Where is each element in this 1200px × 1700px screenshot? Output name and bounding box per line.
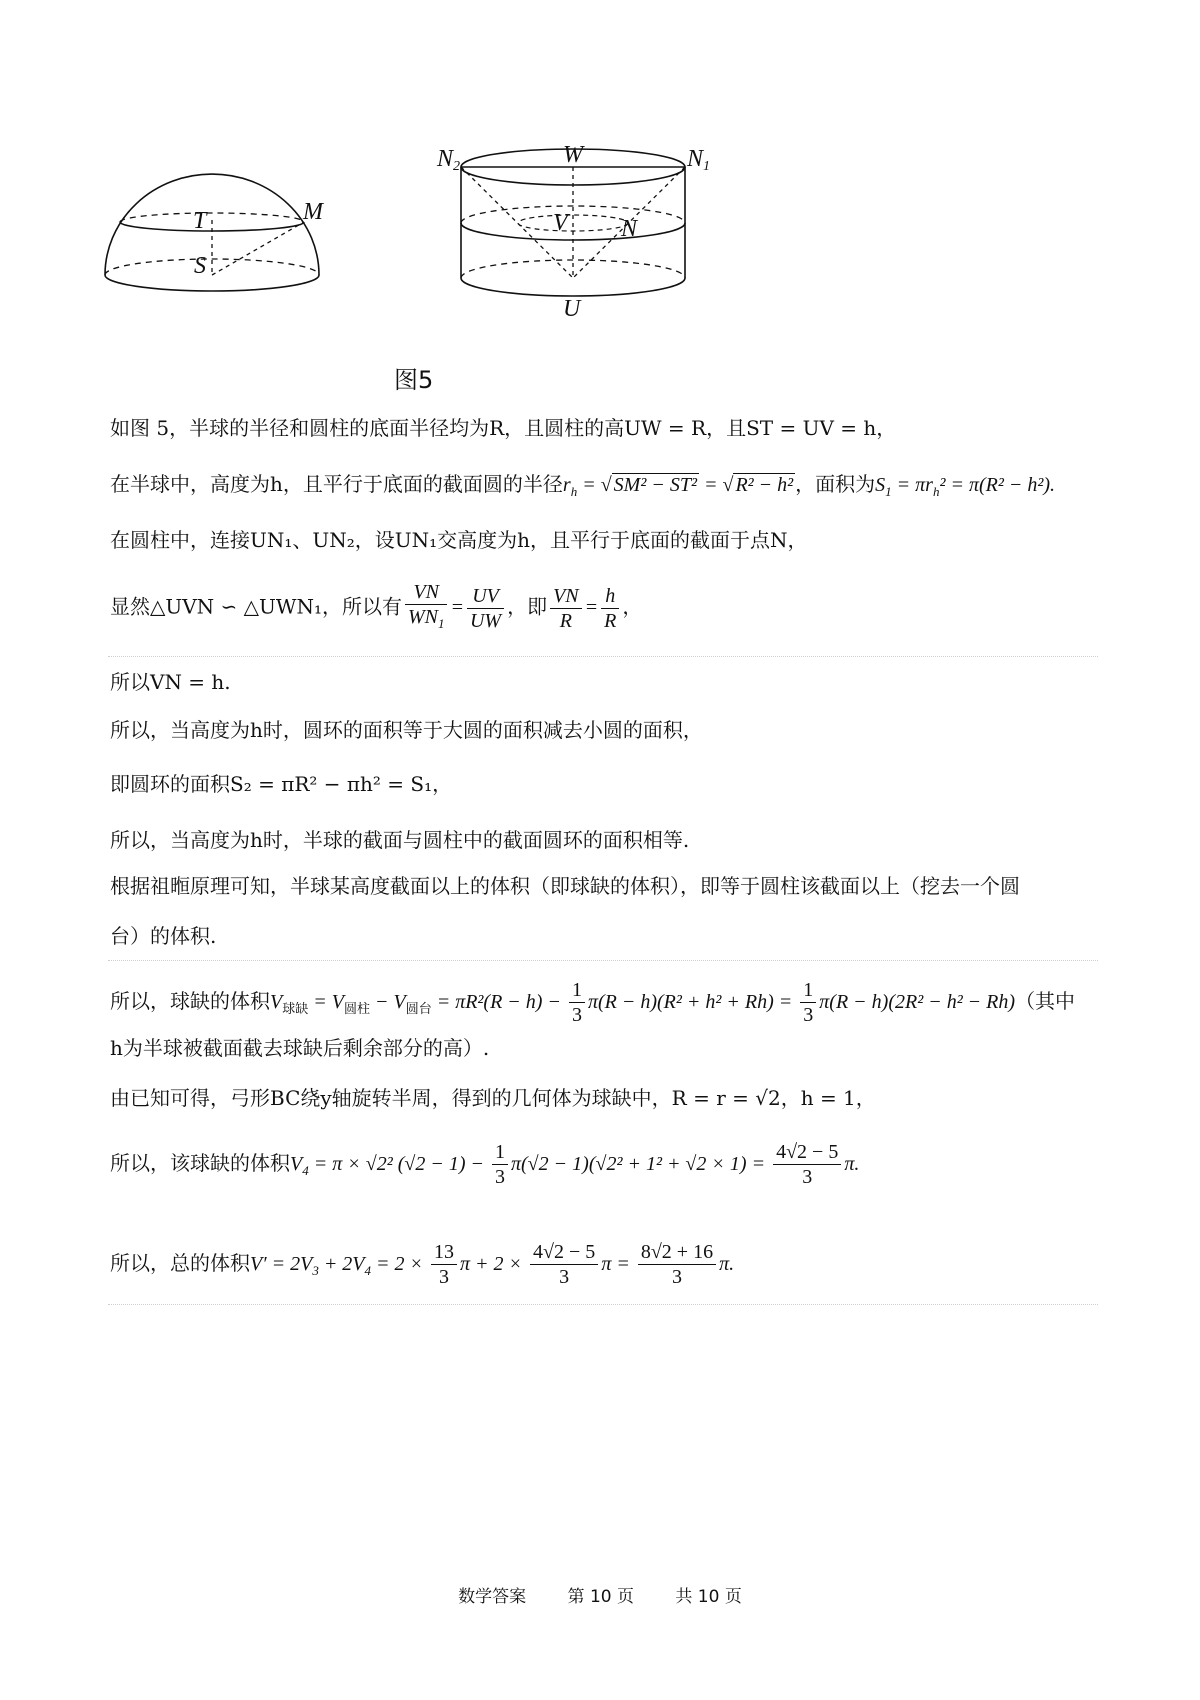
label-N1: N1 [687,146,711,174]
line-11-text-a: 所以，球缺的体积 [110,989,270,1013]
line-14-text-a: 所以，该球缺的体积 [110,1151,290,1175]
line-7: 即圆环的面积S₂ = πR² − πh² = S₁， [110,772,453,796]
label-T: T [193,208,207,234]
line-4-text-b: ，即 [507,594,548,619]
line-2-text-a: 在半球中，高度为h，且平行于底面的截面圆的半径 [110,472,563,496]
cylinder-figure [435,140,735,330]
line-2-text-b: ，面积为 [795,472,876,496]
line-1: 如图 5，半球的半径和圆柱的底面半径均为R，且圆柱的高UW = R，且ST = UV = h， [110,416,897,440]
divider-3 [108,1304,1098,1305]
page-footer [0,1582,1200,1607]
line-14: 所以，该球缺的体积$V_4 = \pi \times √2^2$ (√2 − 1) − $\frac{1}{3}$ π(√2 − 1)(√2² + 1² + √2 × 1) = $\frac{4√2 - 5}{3}$ π. [110,1141,860,1188]
formula-total: $V' = 2V_3 + 2V_4 = 2$ × [250,1253,429,1278]
line-5: 所以VN = h. [110,670,231,694]
label-N: N [621,216,638,242]
cylinder-bottom-back [461,260,685,278]
fraction-total-result: $\frac{8√2 + 16}{3}$ [638,1240,716,1289]
formula-area: $S_1 = \pi r_h^2 = \pi(R^2 - h^2)$. [875,474,1056,499]
fraction-VN-WN1: $\frac{VN}{WN_1}$ [405,580,448,636]
line-4-text-a: 显然△UVN ∽ △UWN₁，所以有 [110,594,402,619]
line-3: 在圆柱中，连接UN₁、UN₂，设UN₁交高度为h，且平行于底面的截面于点N， [110,528,808,552]
line-8: 所以，当高度为h时，半球的截面与圆柱中的截面圆环的面积相等. [110,828,690,852]
divider-2 [108,960,1098,961]
line-15: 所以，总的体积$V' = 2V_3 + 2V_4 = 2$ × $\frac{13}{3}$ π + 2 × $\frac{4√2 - 5}{3}$ π = $\frac{8√2 + 16}{3}$ π. [110,1241,735,1288]
fraction-VN-R: $\frac{VN}{R}$ [550,584,582,633]
fraction-UV-UW: $\frac{UV}{UW}$ [467,584,504,633]
line-15-text-a: 所以，总的体积 [110,1251,250,1275]
line-12: h为半球被截面截去球缺后剩余部分的高）. [110,1036,490,1060]
line-9: 根据祖暅原理可知，半球某高度截面以上的体积（即球缺的体积），即等于圆柱该截面以上（挖去一个圆 [110,874,1020,898]
line-6: 所以，当高度为h时，圆环的面积等于大圆的面积减去小圆的面积， [110,718,703,742]
footer-subject: 数学答案 [458,1587,527,1607]
label-M: M [303,199,323,225]
label-N2: N2 [437,146,461,174]
cylinder-bottom-front [461,278,685,296]
divider-1 [108,656,1098,657]
hemisphere-figure [100,165,360,325]
label-V: V [553,210,568,236]
formula-radius: $r_h$ = √ SM² − ST² = √ R² − h² [562,474,794,499]
footer-page: 第 10 页 [567,1587,634,1607]
line-11-text-b: （其中 [1015,989,1076,1013]
label-W: W [563,142,583,168]
formula-cap-volume: $V_{球缺} = V_{圆柱} - V_{圆台} = \pi R^2(R - h)$ − [270,991,566,1016]
footer-total: 共 10 页 [675,1587,742,1607]
line-2 [110,470,1055,506]
figure-caption: 图5 [394,366,434,394]
label-S: S [194,253,206,279]
fraction-h-R: $\frac{h}{R}$ [601,584,619,633]
line-4: 显然△UVN ∽ △UWN₁，所以有 $\frac{VN}{WN_1}$ = $\frac{UV}{UW}$ ，即 $\frac{VN}{R}$ = $\frac{h}{R}$ ， [110,580,642,636]
hemisphere-dome [105,174,319,275]
fraction-V4-result: $\frac{4√2 - 5}{3}$ [773,1140,841,1189]
formula-V4: $V_4 = \pi \times √2^2$ (√2 − 1) − [290,1153,489,1178]
label-U: U [563,296,581,322]
line-11: 所以，球缺的体积$V_{球缺} = V_{圆柱} - V_{圆台} = \pi R^2(R - h)$ − $\frac{1}{3}$ π(R − h)(R² + h² + Rh) = $\frac{1}{3}$ π(R − h)(2R² − h² − Rh)（其中 [110,979,1076,1026]
line-13: 由已知可得，弓形BC绕y轴旋转半周，得到的几何体为球缺中，R = r = √2，h = 1， [110,1086,876,1110]
hemisphere-base-front [105,275,319,291]
line-10: 台）的体积. [110,924,217,948]
